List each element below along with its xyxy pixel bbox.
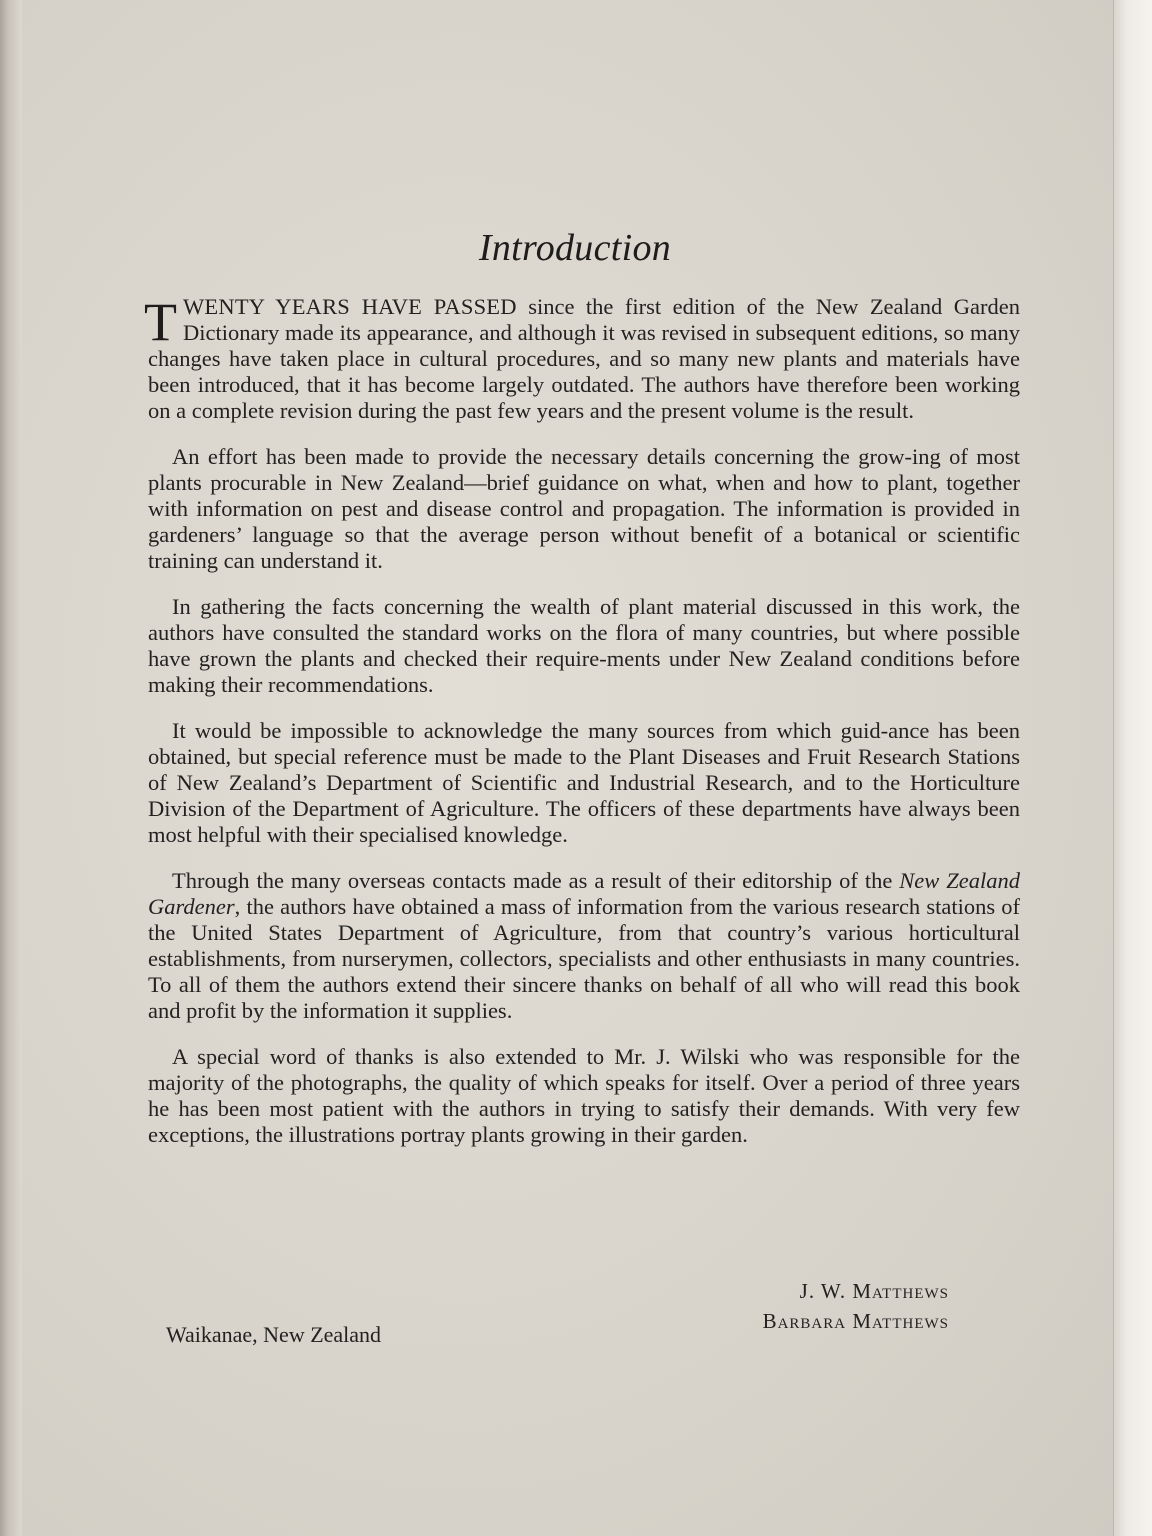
author-name: J. W. Matthews	[799, 1279, 949, 1303]
book-gutter-shadow	[0, 0, 22, 1536]
author-name: Barbara Matthews	[762, 1309, 949, 1333]
drop-cap: T	[144, 292, 177, 352]
paragraph-6: A special word of thanks is also extended to Mr. J. Wilski who was responsible for the majority of the photographs, the quality of which speaks for itself. Over a period of three years he has been most patient with the authors in trying to satisfy their demands. With very few exceptions, the illustrations portray plants growing in their garden.	[148, 1044, 1020, 1147]
paragraph-4: It would be impossible to acknowledge the many sources from which guid-ance has been obtained, but special reference must be made to the Plant Diseases and Fruit Research Stations of New Zealand’s Department of Scientific and Industrial Research, and to the Horticulture Division of the Department of Agriculture. The officers of these departments have always been most helpful with their specialised knowledge.	[148, 718, 1020, 847]
paragraph-2: An effort has been made to provide the necessary details concerning the grow-ing of most plants procurable in New Zealand—brief guidance on what, when and how to plant, together with information on pest and disease control and propagation. The information is provided in gardeners’ language so that the average person without benefit of a botanical or scientific training can understand it.	[148, 444, 1020, 573]
paragraph-5-text-before: Through the many overseas contacts made as a result of their editorship of the	[172, 868, 900, 893]
paragraph-1	[144, 292, 1020, 424]
book-page	[22, 0, 1114, 1536]
introduction-body	[144, 292, 1020, 1168]
magazine-title: New Zealand Gardener	[148, 868, 1020, 919]
author-signatures	[763, 1276, 949, 1336]
page-title: Introduction	[478, 227, 672, 269]
lead-in-caps: WENTY YEARS HAVE PASSED	[183, 294, 517, 319]
paragraph-5	[148, 868, 1020, 1024]
place-line: Waikanae, New Zealand	[166, 1322, 382, 1347]
paragraph-1-text: since the first edition of the New Zealand Garden Dictionary made its appearance, and although it was revised in subsequent editions, so many changes have taken place in cultural procedures, and so many new plants and materials have been introduced, that it has become largely outdated. The authors have therefore been working on a complete revision during the past few years and the present volume is the result.	[148, 294, 1020, 423]
next-page-edge	[1113, 0, 1152, 1536]
paragraph-3: In gathering the facts concerning the wealth of plant material discussed in this work, the authors have consulted the standard works on the flora of many countries, but where possible have grown the plants and checked their require-ments under New Zealand conditions before making their recommendations.	[148, 594, 1020, 697]
paragraph-5-text-after: , the authors have obtained a mass of information from the various research stations of the United States Department of Agriculture, from that country’s various horticultural establishments, from nurserymen, collectors, specialists and other enthusiasts in many countries. To all of them the authors extend their sincere thanks on behalf of all who will read this book and profit by the information it supplies.	[148, 894, 1020, 1023]
